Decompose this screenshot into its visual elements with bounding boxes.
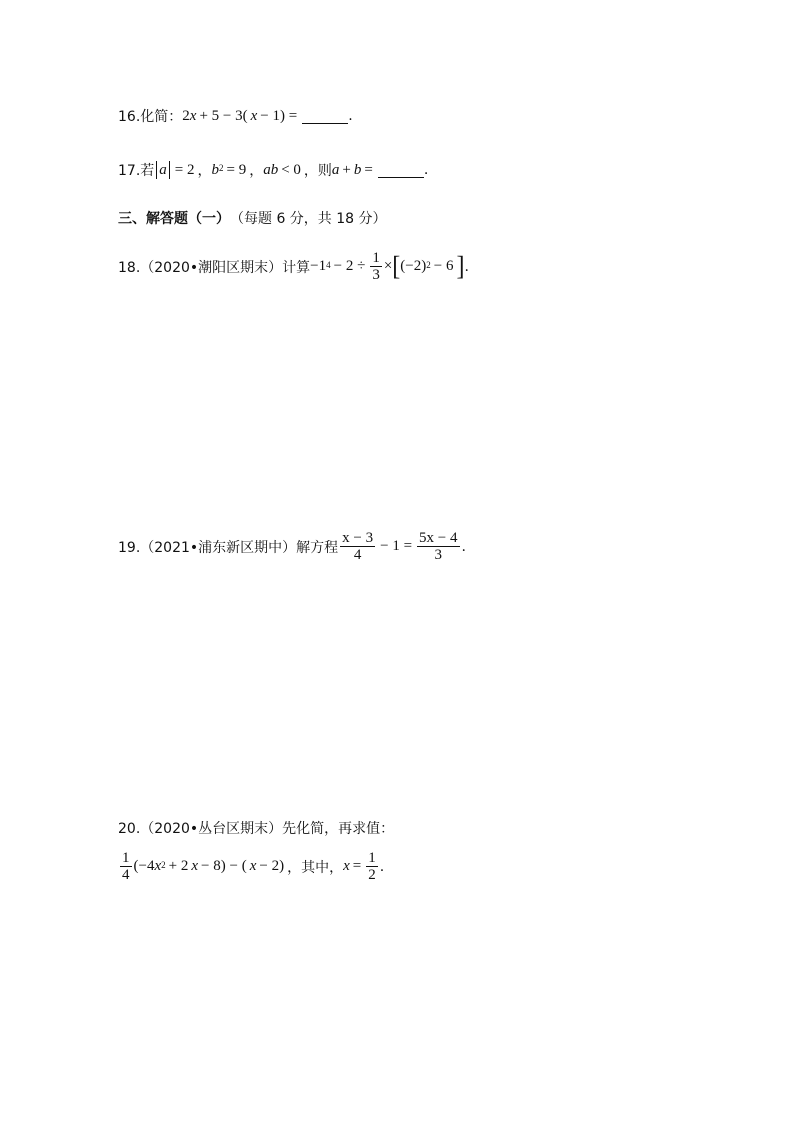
q17-sum: a + b = [331,161,373,178]
section-note: （每题 6 分，共 18 分） [230,211,387,227]
q19-right-fraction: $\frac{5x - 4}{3}$ [419,530,458,563]
question-20-expression-line: $\frac{1}{4}$ (−4 x $^2$ + 2 x − 8) − ( x − 2) ，其中， x = $\frac{1}{2}$ . [118,850,384,883]
q16-expression: 2 x + 5 − 3( x − 1) = [182,107,298,124]
q20-expression: $\frac{1}{4}$ (−4 x $^2$ + 2 x − 8) − ( x − 2) [122,850,285,883]
q16-answer-blank[interactable] [302,109,348,124]
q17-answer-blank[interactable] [378,163,424,178]
q20-x-fraction: $\frac{1}{2}$ [368,850,376,883]
question-18: 18.（2020•潮阳区期末）计算 −1 $^4$ − 2 ÷ $\frac{1}{3}$ × [ (−2) $^2$ − 6 ] . [118,250,469,283]
q20-x-value: x = $\frac{1}{2}$ [343,850,376,883]
q19-left-fraction: $\frac{x - 3}{4}$ [342,530,374,563]
question-20 [118,818,394,838]
q16-label: 16.化简： [118,109,183,125]
q19-label: 19.（2021•浦东新区期中）解方程 [118,539,339,556]
q17-abs-condition: a = 2 [154,161,197,179]
question-17: 17.若 a = 2 ， b $^2$ = 9 ， ab < 0 ，则 a + b = . [118,161,429,179]
question-16: 16.化简： 2 x + 5 − 3( x − 1) = . [118,107,353,125]
q17-product-condition: ab < 0 [263,161,301,178]
q18-fraction: $\frac{1}{3}$ [372,250,380,283]
q18-label: 18.（2020•潮阳区期末）计算 [118,259,311,276]
question-19: 19.（2021•浦东新区期中）解方程 $\frac{x - 3}{4}$ − 1 = $\frac{5x - 4}{3}$ . [118,530,466,563]
q17-label: 17.若 [118,163,155,179]
section-title: 三、解答题（一） [118,211,230,227]
section-3-heading [118,208,387,228]
q17-square-condition: b $^2$ = 9 [211,161,247,178]
q20-label: 20.（2020•丛台区期末）先化简，再求值： [118,821,395,837]
q19-equation: $\frac{x - 3}{4}$ − 1 = $\frac{5x - 4}{3}$ [342,530,458,563]
q20-fraction: $\frac{1}{4}$ [122,850,130,883]
q18-expression: −1 $^4$ − 2 ÷ $\frac{1}{3}$ × [ (−2) $^2$ − 6 ] [310,250,465,283]
